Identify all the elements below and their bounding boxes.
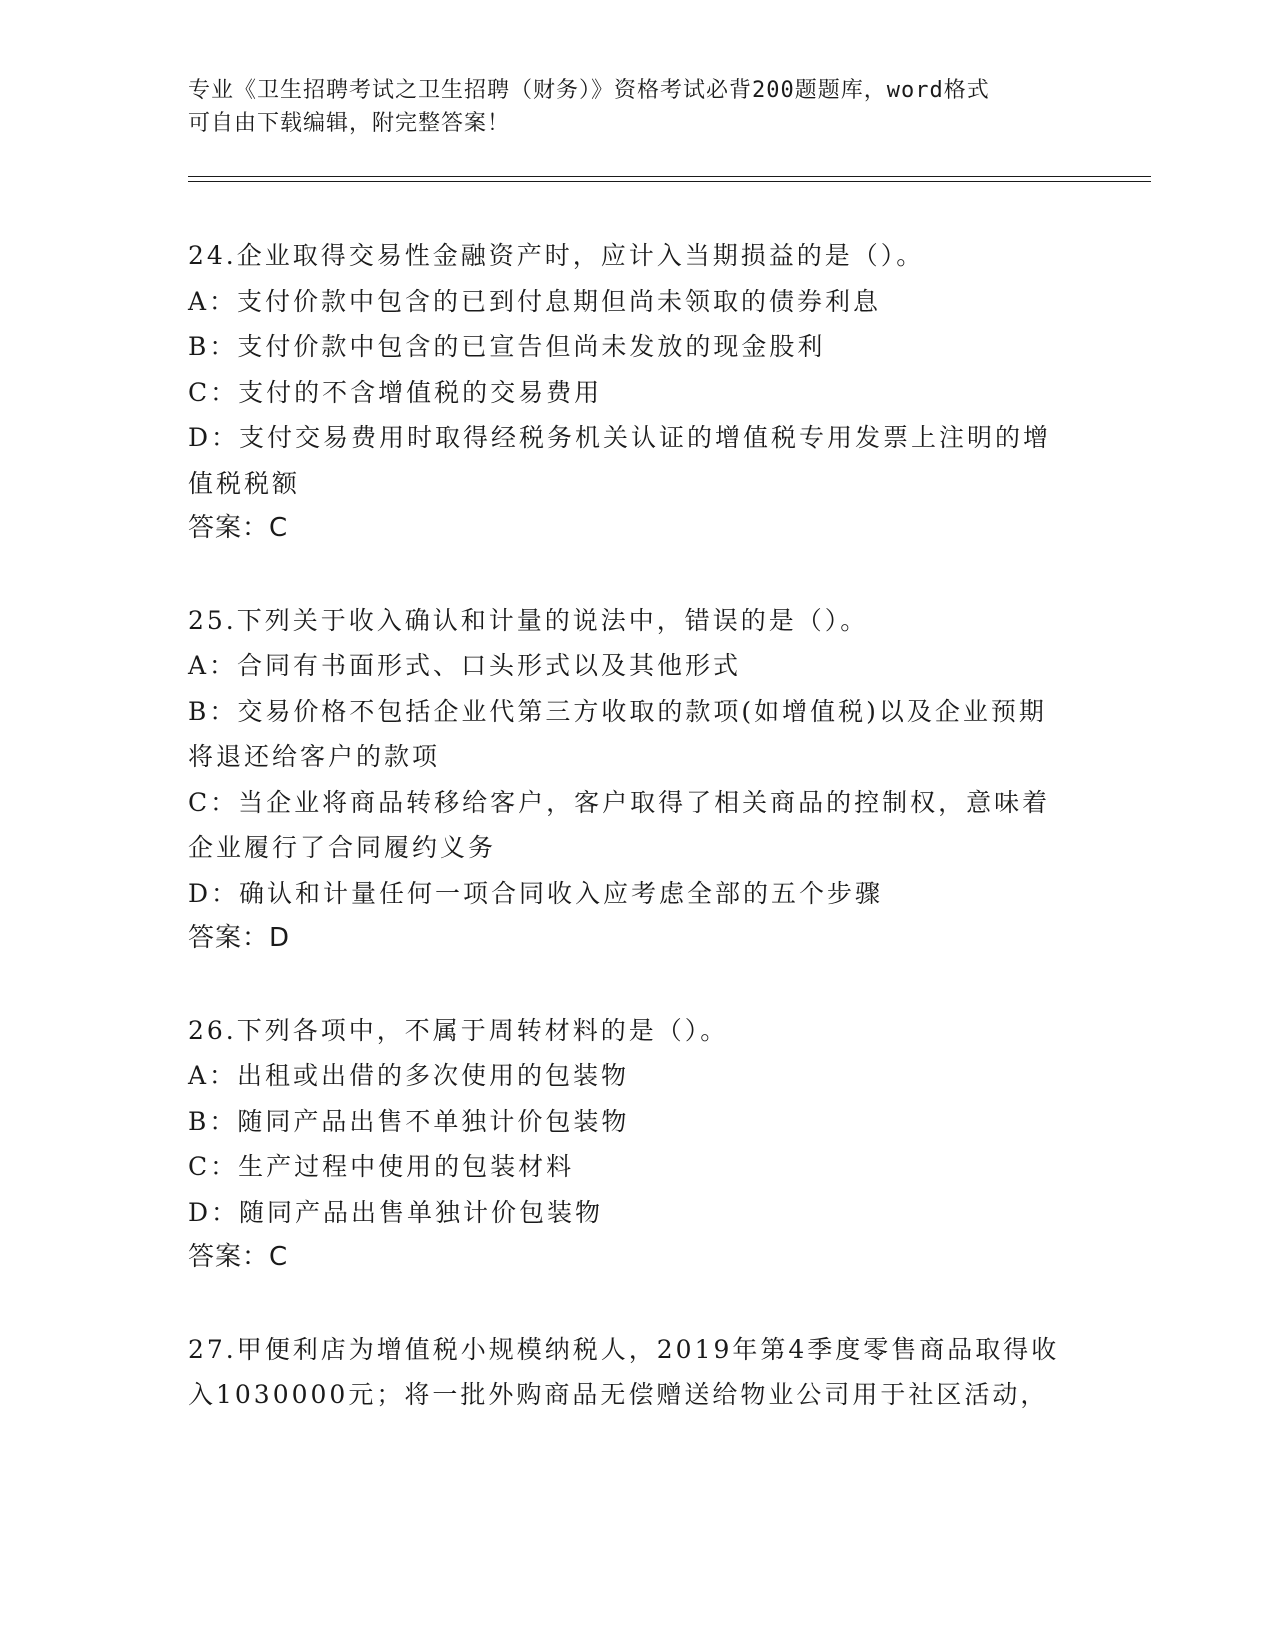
option-b: B：随同产品出售不单独计价包装物 [188, 1106, 630, 1136]
header-divider-top [188, 176, 1151, 177]
question-27 [188, 1327, 1068, 1418]
option-b: B：支付价款中包含的已宣告但尚未发放的现金股利 [188, 332, 826, 361]
question-stem: 26.下列各项中，不属于周转材料的是（）。 [188, 1015, 729, 1045]
option-c-continued: 企业履行了合同履约义务 [188, 833, 497, 862]
question-24 [188, 233, 1068, 552]
option-b-continued: 将退还给客户的款项 [188, 742, 441, 771]
option-d: D：确认和计量任何一项合同收入应考虑全部的五个步骤 [188, 878, 884, 908]
option-d: D：随同产品出售单独计价包装物 [188, 1197, 604, 1227]
header-title-line-1: 专业《卫生招聘考试之卫生招聘（财务）》资格考试必背200题题库，word格式 [188, 78, 990, 103]
question-25 [188, 598, 1068, 962]
answer-label: 答案：C [188, 1242, 289, 1272]
option-a: A：合同有书面形式、口头形式以及其他形式 [188, 651, 742, 680]
document-header [188, 74, 1068, 140]
question-stem: 25.下列关于收入确认和计量的说法中，错误的是（）。 [188, 605, 869, 635]
header-divider-bottom [188, 181, 1151, 182]
question-stem: 27.甲便利店为增值税小规模纳税人，2019年第4季度零售商品取得收 [188, 1334, 1060, 1364]
question-stem-continued: 入1030000元；将一批外购商品无偿赠送给物业公司用于社区活动， [188, 1380, 1049, 1409]
question-stem: 24.企业取得交易性金融资产时，应计入当期损益的是（）。 [188, 241, 925, 270]
option-c: C：支付的不含增值税的交易费用 [188, 377, 603, 407]
option-d: D：支付交易费用时取得经税务机关认证的增值税专用发票上注明的增 [188, 423, 1052, 452]
option-d-continued: 值税税额 [188, 468, 301, 498]
answer-label: 答案：D [188, 923, 291, 953]
option-a: A：出租或出借的多次使用的包装物 [188, 1061, 630, 1090]
questions-list [188, 233, 1068, 1418]
option-c: C：当企业将商品转移给客户，客户取得了相关商品的控制权，意味着 [188, 787, 1051, 817]
header-title-line-2: 可自由下载编辑，附完整答案！ [188, 111, 511, 136]
option-b: B：交易价格不包括企业代第三方收取的款项(如增值税)以及企业预期 [188, 696, 1047, 726]
option-a: A：支付价款中包含的已到付息期但尚未领取的债券利息 [188, 286, 882, 316]
answer-label: 答案：C [188, 513, 289, 543]
question-26 [188, 1008, 1068, 1281]
option-c: C：生产过程中使用的包装材料 [188, 1152, 575, 1181]
